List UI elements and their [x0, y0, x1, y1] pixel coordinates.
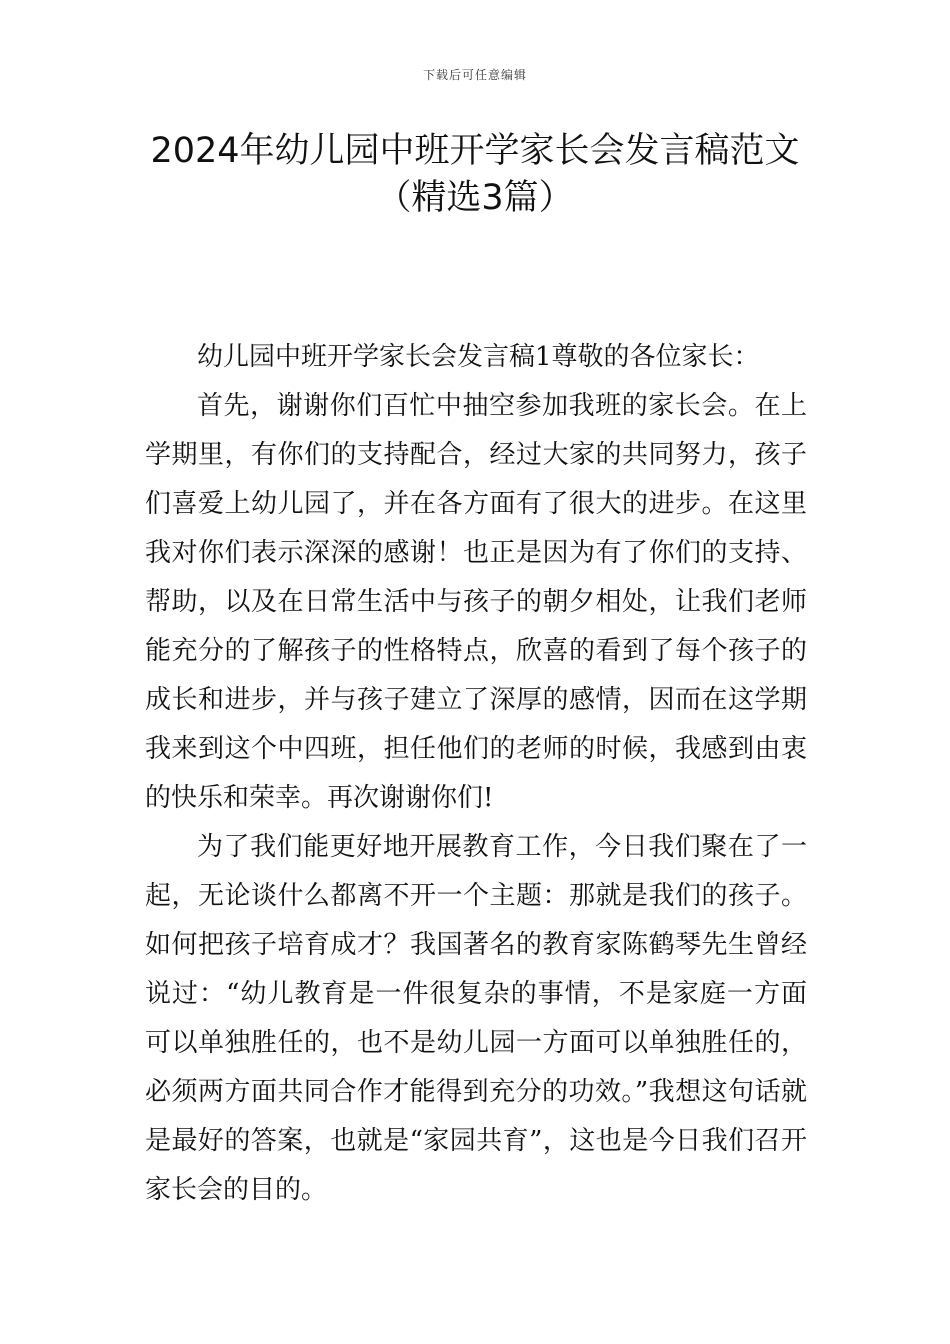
document-body	[145, 333, 807, 1215]
paragraph: 首先，谢谢你们百忙中抽空参加我班的家长会。在上学期里，有你们的支持配合，经过大家的共同努力，孩子们喜爱上幼儿园了，并在各方面有了很大的进步。在这里我对你们表示深深的感谢！也正是因为有了你们的支持、帮助，以及在日常生活中与孩子的朝夕相处，让我们老师能充分的了解孩子的性格特点，欣喜的看到了每个孩子的成长和进步，并与孩子建立了深厚的感情，因而在这学期我来到这个中四班，担任他们的老师的时候，我感到由衷的快乐和荣幸。再次谢谢你们!	[145, 391, 807, 813]
header-note: 下载后可任意编辑	[422, 68, 527, 82]
document-title	[90, 128, 860, 222]
paragraph: 幼儿园中班开学家长会发言稿1尊敬的各位家长：	[197, 342, 760, 372]
paragraph: 为了我们能更好地开展教育工作，今日我们聚在了一起，无论谈什么都离不开一个主题：那就是我们的孩子。如何把孩子培育成才？我国著名的教育家陈鹤琴先生曾经说过：“幼儿教育是一件很复杂的事情，不是家庭一方面可以单独胜任的，也不是幼儿园一方面可以单独胜任的，必须两方面共同合作才能得到充分的功效。”我想这句话就是最好的答案，也就是“家园共育”，这也是今日我们召开家长会的目的。	[145, 832, 807, 1205]
title-line-2: （精选3篇）	[376, 178, 574, 218]
title-line-1: 2024年幼儿园中班开学家长会发言稿范文	[150, 131, 800, 171]
